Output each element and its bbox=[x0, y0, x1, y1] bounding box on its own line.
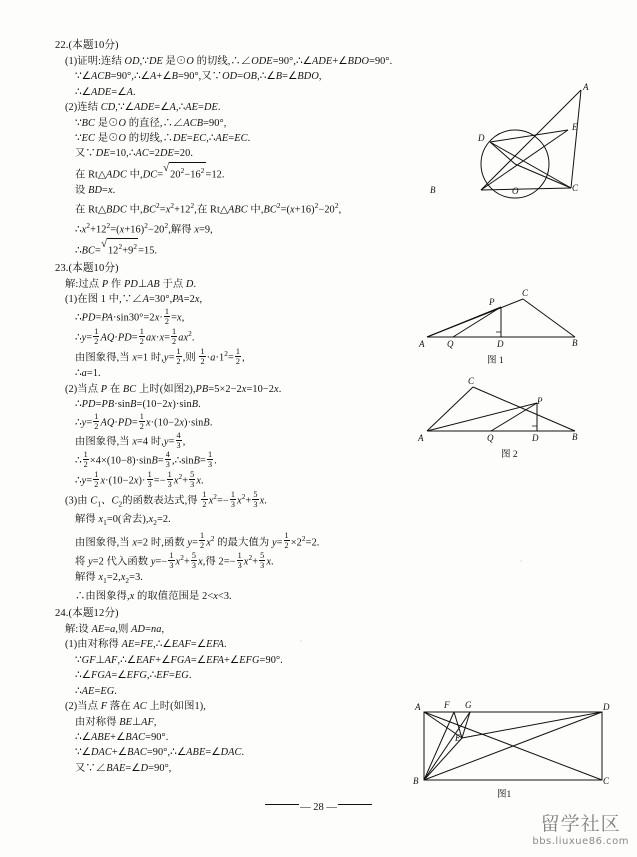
problem-22-line-10: 在 Rt△BDC 中$,BC^2=x^2+12^2$,在 Rt△ABC 中$,BC^2=(x+16)^2-20^2$, bbox=[75, 201, 342, 216]
figure-22-label-E: E bbox=[572, 122, 578, 132]
figure-24-1-label-D: D bbox=[603, 702, 610, 712]
figure-24-1-label-F: F bbox=[444, 700, 450, 710]
problem-24-heading: 24.(本题12分) bbox=[55, 608, 119, 620]
problem-23-heading: 23.(本题10分) bbox=[55, 262, 119, 274]
figure-23-2-label-B: B bbox=[572, 432, 578, 442]
problem-24-line-3: ∵GF⊥AF,∴∠EAF+∠FGA=∠EFA+∠EFG=90°. bbox=[75, 654, 283, 666]
problem-22-line-2: ∵∠ACB=90°,∴∠A+∠B=90°,又∵OD=OB,∴∠B=∠BDO, bbox=[75, 71, 322, 83]
problem-22-line-11: $\therefore x^2+12^2=(x+16)^2-20^2$,解得 x=9, bbox=[75, 220, 213, 236]
figure-problem-23-2 bbox=[415, 375, 590, 441]
solutions-column bbox=[55, 36, 395, 776]
figure-22-label-O: O bbox=[512, 186, 519, 196]
figure-22-label-C: C bbox=[572, 183, 579, 193]
problem-23-line-6: ∴a=1. bbox=[75, 368, 101, 380]
figure-24-1-caption: 图1 bbox=[497, 790, 512, 800]
figure-23-2-label-Q: Q bbox=[487, 433, 494, 443]
scan-speck bbox=[520, 560, 522, 562]
problem-22-line-9: 设 BD=x. bbox=[75, 184, 116, 196]
problem-22-line-6: ∵EC 是⊙O 的切线,∴DE=EC,∴AE=EC. bbox=[75, 133, 251, 145]
figure-problem-22 bbox=[440, 80, 615, 210]
figure-problem-24-1 bbox=[410, 700, 615, 790]
problem-24-line-4: ∴∠FGA=∠EFG,∴EF=EG. bbox=[75, 670, 192, 682]
problem-24-line-2: (1)由对称得 AE=FE,∴∠EAF=∠EFA. bbox=[65, 639, 227, 651]
figure-23-1-label-B: B bbox=[572, 338, 578, 348]
problem-23-line-4: ∴y= $\frac{1}{2}$ AQ·PD= $\frac{1}{2}$ ax·x= $\frac{1}{2}$ $ax^2$. bbox=[75, 327, 195, 347]
figure-23-1-label-C: C bbox=[522, 288, 529, 298]
figure-24-1-label-A: A bbox=[415, 702, 421, 712]
figure-24-1-label-B: B bbox=[413, 776, 419, 786]
problem-23-line-9: ∴y= $\frac{1}{2}$ AQ·PD= $\frac{1}{2}$ x·(10−2x)·sinB. bbox=[75, 412, 213, 432]
figure-23-2-label-D: D bbox=[532, 433, 539, 443]
problem-22-line-7: 又∵DE=10,∴AC=2DE=20. bbox=[75, 148, 194, 160]
figure-23-1-label-P: P bbox=[489, 297, 495, 307]
page-number: — 28 — bbox=[300, 802, 337, 813]
problem-22-line-4: (2)连结 CD,∵∠ADE=∠A,∴AE=DE. bbox=[65, 102, 221, 114]
problem-24-line-1: 解:设 AE=a,则 AD=na, bbox=[65, 624, 165, 636]
problem-23-line-5: 由图象得,当 x=1 时,y= $\frac{1}{2}$ ,则 $\frac{1}{2}$ $\cdot a\cdot 1^2=$ $\frac{1}{2}$ , bbox=[75, 347, 245, 367]
problem-23-line-14: 解得 $x_1=0$(舍去)$,x_2=2$. bbox=[75, 514, 171, 528]
watermark bbox=[532, 809, 629, 847]
problem-22-line-8: 在 Rt△ADC 中,DC= √ $20^2-16^2=12$. bbox=[75, 162, 395, 183]
problem-23-line-13: (3)由 $C_1$、$C_2$的函数表达式,得 $\frac{1}{2}$ $x^2=-$ $\frac{1}{3}$ $x^2+$ $\frac{5}{3}$ x. bbox=[65, 490, 267, 510]
figure-24-1-label-C: C bbox=[603, 776, 610, 786]
problem-23-line-7: (2)当点 P 在 BC 上时(如图2),PB=5×2−2x=10−2x. bbox=[65, 383, 282, 395]
problem-24-line-8: ∴∠ABE+∠BAC=90°. bbox=[75, 731, 169, 743]
figure-23-2-caption: 图 2 bbox=[501, 450, 518, 460]
figure-23-1-label-D: D bbox=[497, 339, 504, 349]
figure-23-2-label-P: P bbox=[537, 396, 543, 406]
figure-22-label-A: A bbox=[583, 82, 589, 92]
problem-23-line-17: 解得 $x_1=2,x_2=3$. bbox=[75, 572, 143, 586]
problem-23-line-12: ∴y= $\frac{1}{2}$ x·(10−2x)· $\frac{1}{3}$ =− $\frac{1}{3}$ $x^2+$ $\frac{5}{3}$ x. bbox=[75, 470, 204, 490]
problem-23-line-10: 由图象得,当 x=4 时,y= $\frac{4}{3}$ , bbox=[75, 431, 186, 451]
problem-24-line-10: 又∵∠BAE=∠D=90°, bbox=[75, 762, 172, 774]
figure-22-label-B: B bbox=[430, 185, 436, 195]
problem-22-line-1: (1)证明:连结 OD,∵DE 是⊙O 的切线,∴∠ODE=90°,∴∠ADE+∠BDO=90°. bbox=[65, 56, 393, 67]
problem-23-line-15: 由图象得,当 x=2 时,函数 y= $\frac{1}{2}$ $x^2$ 的最大值为 y= $\frac{1}{2}$ $\times 2^2=2$. bbox=[75, 531, 320, 551]
problem-23-line-8: ∴PD=PB·sinB=(10−2x)·sinB. bbox=[75, 398, 201, 410]
watermark-sub: bbs.liuxue86.com bbox=[532, 836, 629, 847]
figure-problem-23-1 bbox=[415, 285, 590, 347]
problem-24-line-6: (2)当点 F 落在 AC 上时(如图1), bbox=[65, 701, 206, 713]
figure-24-1-label-E: E bbox=[455, 733, 461, 743]
problem-22-line-3: ∴∠ADE=∠A. bbox=[75, 86, 136, 98]
scan-speck bbox=[300, 640, 302, 642]
scan-speck bbox=[120, 760, 122, 762]
figure-23-2-label-A: A bbox=[418, 433, 424, 443]
figure-23-1-label-A: A bbox=[419, 339, 425, 349]
figure-23-2-label-C: C bbox=[468, 376, 475, 386]
problem-23-line-3: ∴PD=PA·sin30°=2x· $\frac{1}{2}$ =x, bbox=[75, 307, 185, 327]
problem-23-line-16: 将 y=2 代入函数 y=− $\frac{1}{3}$ $x^2+$ $\frac{5}{3}$ x,得 2=− $\frac{1}{3}$ $x^2+$ $\frac{5}{3}$ x. bbox=[75, 551, 274, 571]
problem-23-line-18: ∴由图象得,x 的取值范围是 2<x<3. bbox=[75, 590, 232, 602]
problem-23-line-2: (1)在图 1 中,∵∠A=30°,PA=2x, bbox=[65, 293, 203, 305]
watermark-main: 留学社区 bbox=[540, 813, 621, 835]
problem-24-line-5: ∴AE=EG. bbox=[75, 685, 117, 697]
figure-23-1-caption: 图 1 bbox=[487, 356, 504, 366]
figure-23-1-label-Q: Q bbox=[447, 339, 454, 349]
figure-22-label-D: D bbox=[478, 133, 485, 143]
problem-23-line-11: ∴ $\frac{1}{2}$ ×4×(10−8)·sinB= $\frac{4}{3}$ ,∴sinB= $\frac{1}{3}$ . bbox=[75, 450, 217, 470]
problem-24-line-7: 由对称得 BE⊥AF, bbox=[75, 716, 157, 728]
figure-24-1-label-G: G bbox=[465, 700, 472, 710]
problem-22-line-5: ∵BC 是⊙O 的直径,∴∠ACB=90°, bbox=[75, 117, 227, 129]
problem-24-line-9: ∵∠DAC+∠BAC=90°,∴∠ABE=∠DAC. bbox=[75, 747, 245, 759]
problem-22-line-12: ∴BC= √ $12^2+9^2=15$. bbox=[75, 238, 395, 259]
problem-22-heading: 22.(本题10分) bbox=[55, 40, 119, 51]
problem-23-line-1: 解:过点 P 作 PD⊥AB 于点 D. bbox=[65, 278, 197, 290]
